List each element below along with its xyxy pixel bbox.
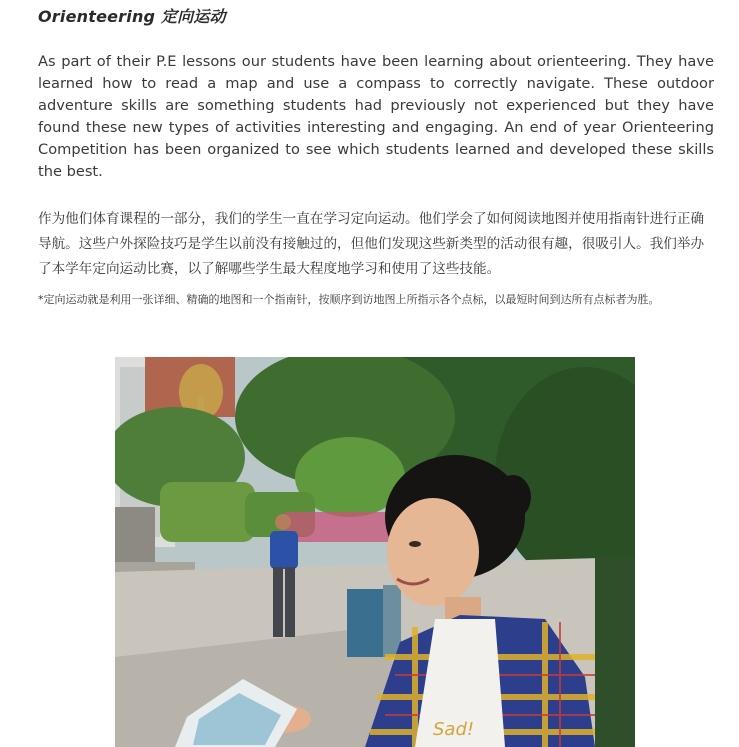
article-title: Orienteering 定向运动	[38, 7, 226, 26]
paragraph-chinese: 作为他们体育课程的一部分，我们的学生一直在学习定向运动。他们学会了如何阅读地图并使用指南针进行正确导航。这些户外探险技巧是学生以前没有接触过的，但他们发现这些新类型的活动很有趣，很吸引人。我们举办了本学年定向运动比赛，以了解哪些学生最大程度地学习和使用了这些技能。	[38, 211, 705, 277]
student-orienteering-photo	[115, 357, 635, 747]
footnote-chinese: *定向运动就是利用一张详细、精确的地图和一个指南针，按顺序到访地图上所指示各个点标，以最短时间到达所有点标者为胜。	[38, 293, 660, 306]
svg-text:Sad!: Sad!	[433, 719, 475, 740]
paragraph-english: As part of their P.E lessons our students have been learning about orienteering. They have learned how to read a map and use a compass to correctly navigate. These outdoor adventure skills are something students had previously not experienced but they have found these new types of activities interesting and engaging. An end of year Orienteering Competition has been organized to see which students learned and developed these skills the best.	[38, 53, 714, 180]
